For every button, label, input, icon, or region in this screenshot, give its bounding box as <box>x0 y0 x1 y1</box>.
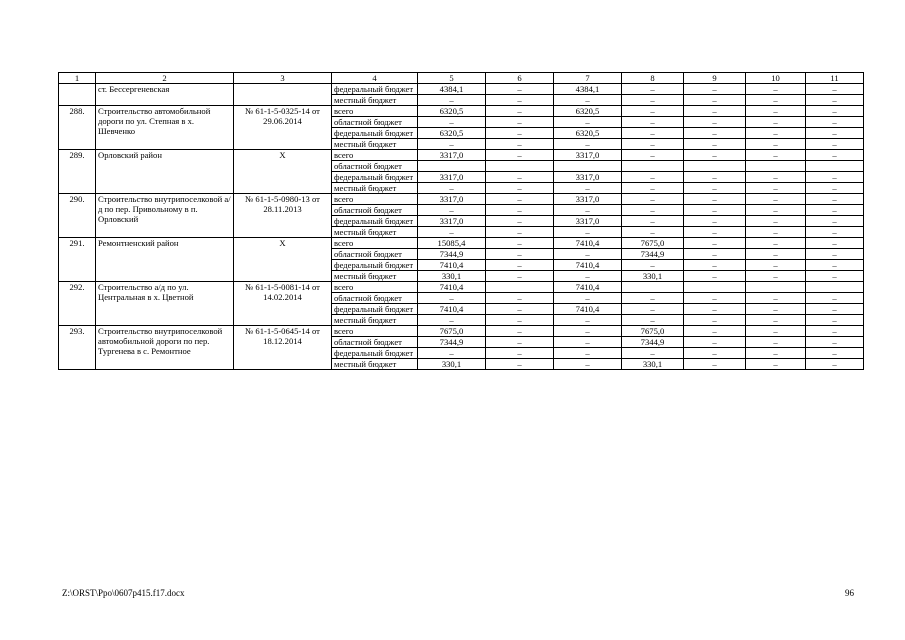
budget-value: – <box>684 150 746 161</box>
budget-type: всего <box>332 326 418 337</box>
entry-number: 290. <box>59 194 96 238</box>
budget-type: местный бюджет <box>332 315 418 326</box>
budget-value: – <box>684 172 746 183</box>
table-row <box>59 238 864 249</box>
budget-value: – <box>746 337 806 348</box>
table-row <box>59 106 864 117</box>
budget-value: – <box>806 95 864 106</box>
budget-value: 7410,4 <box>554 304 622 315</box>
budget-value: 7410,4 <box>418 282 486 293</box>
budget-value: – <box>622 95 684 106</box>
budget-value: 330,1 <box>418 359 486 370</box>
budget-value: – <box>806 227 864 238</box>
budget-value: – <box>806 315 864 326</box>
budget-type: федеральный бюджет <box>332 304 418 315</box>
budget-value: – <box>806 293 864 304</box>
budget-value: – <box>486 260 554 271</box>
budget-value: – <box>418 293 486 304</box>
budget-type: местный бюджет <box>332 227 418 238</box>
document-ref: № 61-1-5-0081-14 от 14.02.2014 <box>234 282 332 326</box>
budget-value <box>746 282 806 293</box>
budget-value: – <box>684 326 746 337</box>
budget-value <box>418 161 486 172</box>
budget-value <box>622 161 684 172</box>
document-ref: № 61-1-5-0325-14 от 29.06.2014 <box>234 106 332 150</box>
budget-value: – <box>486 95 554 106</box>
document-ref: № 61-1-5-0645-14 от 18.12.2014 <box>234 326 332 370</box>
budget-value: – <box>486 293 554 304</box>
column-header: 1 <box>59 73 96 84</box>
budget-value: – <box>622 150 684 161</box>
budget-type: местный бюджет <box>332 271 418 282</box>
budget-value: 7410,4 <box>554 260 622 271</box>
column-header: 7 <box>554 73 622 84</box>
budget-value: – <box>746 216 806 227</box>
budget-type: областной бюджет <box>332 249 418 260</box>
table-row <box>59 326 864 337</box>
budget-value: – <box>554 271 622 282</box>
budget-value: – <box>806 139 864 150</box>
budget-value <box>684 282 746 293</box>
column-header: 4 <box>332 73 418 84</box>
column-header: 5 <box>418 73 486 84</box>
budget-value: – <box>486 227 554 238</box>
budget-value: – <box>806 117 864 128</box>
budget-value: – <box>684 293 746 304</box>
budget-value: – <box>486 194 554 205</box>
budget-value: – <box>746 172 806 183</box>
budget-value: – <box>746 95 806 106</box>
budget-value: – <box>418 117 486 128</box>
budget-value: – <box>486 304 554 315</box>
budget-value: – <box>806 359 864 370</box>
budget-value: 7344,9 <box>418 337 486 348</box>
budget-type: областной бюджет <box>332 117 418 128</box>
object-name: Строительство внутрипоселковой а/д по пер. Привольному в п. Орловский <box>96 194 234 238</box>
budget-value: – <box>746 194 806 205</box>
entry-number: 291. <box>59 238 96 282</box>
budget-value: 3317,0 <box>554 150 622 161</box>
budget-value: – <box>486 359 554 370</box>
budget-value: 3317,0 <box>418 172 486 183</box>
budget-value: – <box>554 95 622 106</box>
budget-value: – <box>806 205 864 216</box>
budget-type: областной бюджет <box>332 293 418 304</box>
budget-value: – <box>418 183 486 194</box>
budget-value: – <box>806 260 864 271</box>
column-header: 8 <box>622 73 684 84</box>
budget-value: – <box>486 117 554 128</box>
budget-value: – <box>684 128 746 139</box>
budget-type: всего <box>332 150 418 161</box>
object-name: Строительство внутрипоселковой автомобильной дороги по пер. Тургенева в с. Ремонтное <box>96 326 234 370</box>
budget-value: – <box>746 117 806 128</box>
budget-value: – <box>486 271 554 282</box>
budget-value: – <box>746 304 806 315</box>
budget-value: – <box>554 249 622 260</box>
budget-value: – <box>622 260 684 271</box>
budget-type: местный бюджет <box>332 359 418 370</box>
table-row <box>59 194 864 205</box>
object-name: Ремонтненский район <box>96 238 234 282</box>
budget-value: – <box>806 150 864 161</box>
budget-value: 7410,4 <box>554 282 622 293</box>
budget-value: 3317,0 <box>554 194 622 205</box>
budget-value: – <box>554 293 622 304</box>
budget-value: – <box>622 216 684 227</box>
budget-type: федеральный бюджет <box>332 260 418 271</box>
budget-value <box>806 161 864 172</box>
budget-value: 7344,9 <box>622 337 684 348</box>
budget-value: – <box>622 183 684 194</box>
budget-value: – <box>486 315 554 326</box>
budget-value: – <box>622 348 684 359</box>
budget-value: 6320,5 <box>418 106 486 117</box>
budget-value: – <box>806 304 864 315</box>
budget-value: – <box>806 249 864 260</box>
budget-value: – <box>684 194 746 205</box>
budget-value: – <box>486 128 554 139</box>
budget-value: – <box>622 304 684 315</box>
budget-value: – <box>554 183 622 194</box>
budget-value: – <box>622 227 684 238</box>
budget-value: 7410,4 <box>418 304 486 315</box>
budget-value: – <box>684 216 746 227</box>
entry-number: 288. <box>59 106 96 150</box>
budget-value: – <box>554 326 622 337</box>
object-name: ст. Бессергеневская <box>96 84 234 106</box>
column-header: 3 <box>234 73 332 84</box>
entry-number <box>59 84 96 106</box>
budget-value <box>486 161 554 172</box>
column-header: 11 <box>806 73 864 84</box>
budget-value: – <box>486 183 554 194</box>
budget-value: 330,1 <box>622 271 684 282</box>
budget-value <box>622 282 684 293</box>
budget-value: – <box>746 359 806 370</box>
budget-value: 4384,1 <box>554 84 622 95</box>
budget-value: 7675,0 <box>622 326 684 337</box>
budget-value: – <box>418 315 486 326</box>
object-name: Строительство а/д по ул. Центральная в х. Цветной <box>96 282 234 326</box>
budget-value: 3317,0 <box>554 216 622 227</box>
budget-value: – <box>486 139 554 150</box>
budget-value: – <box>746 315 806 326</box>
budget-value: – <box>486 205 554 216</box>
budget-value: – <box>554 348 622 359</box>
budget-type: федеральный бюджет <box>332 216 418 227</box>
budget-type: местный бюджет <box>332 183 418 194</box>
budget-value: – <box>684 304 746 315</box>
budget-value: – <box>622 172 684 183</box>
budget-value: – <box>418 227 486 238</box>
budget-value: – <box>806 216 864 227</box>
budget-value: – <box>486 216 554 227</box>
column-header: 10 <box>746 73 806 84</box>
budget-value: – <box>684 139 746 150</box>
object-name: Строительство автомобильной дороги по ул. Степная в х. Шевченко <box>96 106 234 150</box>
budget-value: – <box>684 205 746 216</box>
budget-value: – <box>684 84 746 95</box>
budget-value: – <box>746 249 806 260</box>
budget-value: – <box>622 205 684 216</box>
table-row <box>59 282 864 293</box>
document-ref: Х <box>234 238 332 282</box>
budget-value: – <box>746 106 806 117</box>
budget-value: 6320,5 <box>418 128 486 139</box>
budget-value: – <box>806 106 864 117</box>
budget-value: – <box>622 293 684 304</box>
budget-value: – <box>746 150 806 161</box>
budget-value: – <box>418 348 486 359</box>
budget-value: 330,1 <box>622 359 684 370</box>
budget-value: 7410,4 <box>554 238 622 249</box>
budget-value: 330,1 <box>418 271 486 282</box>
budget-value: – <box>806 84 864 95</box>
budget-value: – <box>806 348 864 359</box>
budget-type: всего <box>332 238 418 249</box>
budget-value: – <box>684 271 746 282</box>
document-ref: Х <box>234 150 332 194</box>
budget-value <box>554 161 622 172</box>
budget-value: 7344,9 <box>622 249 684 260</box>
budget-type: всего <box>332 282 418 293</box>
budget-value: – <box>806 238 864 249</box>
budget-value: – <box>418 95 486 106</box>
budget-value: – <box>486 348 554 359</box>
budget-value: – <box>684 183 746 194</box>
budget-value: – <box>486 238 554 249</box>
budget-value <box>806 282 864 293</box>
budget-value: – <box>622 128 684 139</box>
budget-value <box>486 282 554 293</box>
budget-value: – <box>554 359 622 370</box>
budget-type: федеральный бюджет <box>332 348 418 359</box>
entry-number: 292. <box>59 282 96 326</box>
budget-value: – <box>622 106 684 117</box>
budget-value: – <box>486 326 554 337</box>
header-row <box>59 73 864 84</box>
document-ref: № 61-1-5-0980-13 от 28.11.2013 <box>234 194 332 238</box>
budget-value: – <box>622 194 684 205</box>
budget-value: – <box>418 205 486 216</box>
budget-value: 7675,0 <box>622 238 684 249</box>
budget-type: местный бюджет <box>332 139 418 150</box>
column-header: 2 <box>96 73 234 84</box>
table-row <box>59 150 864 161</box>
budget-value: 15085,4 <box>418 238 486 249</box>
budget-value: – <box>554 315 622 326</box>
object-name: Орловский район <box>96 150 234 194</box>
budget-value: – <box>684 260 746 271</box>
footer-file-path: Z:\ORST\Ppo\0607p415.f17.docx <box>62 588 185 598</box>
budget-value: 7410,4 <box>418 260 486 271</box>
budget-value: – <box>746 260 806 271</box>
entry-number: 289. <box>59 150 96 194</box>
budget-value: – <box>486 150 554 161</box>
budget-value: 4384,1 <box>418 84 486 95</box>
budget-value: 3317,0 <box>418 216 486 227</box>
budget-value: – <box>746 205 806 216</box>
budget-value: – <box>746 84 806 95</box>
budget-value: – <box>622 84 684 95</box>
budget-value <box>746 161 806 172</box>
budget-value: – <box>806 271 864 282</box>
budget-value: – <box>486 172 554 183</box>
budget-value: – <box>746 293 806 304</box>
budget-type: федеральный бюджет <box>332 84 418 95</box>
column-header: 6 <box>486 73 554 84</box>
budget-value: – <box>746 128 806 139</box>
budget-type: всего <box>332 106 418 117</box>
budget-value: – <box>806 337 864 348</box>
budget-value: – <box>746 326 806 337</box>
budget-value: – <box>622 315 684 326</box>
budget-value: – <box>746 183 806 194</box>
budget-value: 7344,9 <box>418 249 486 260</box>
budget-value: – <box>746 227 806 238</box>
budget-value: 6320,5 <box>554 106 622 117</box>
entry-number: 293. <box>59 326 96 370</box>
budget-type: областной бюджет <box>332 205 418 216</box>
budget-value: – <box>746 271 806 282</box>
budget-type: всего <box>332 194 418 205</box>
budget-value: – <box>806 128 864 139</box>
budget-value: – <box>486 337 554 348</box>
budget-value: 6320,5 <box>554 128 622 139</box>
budget-value: – <box>554 139 622 150</box>
budget-type: федеральный бюджет <box>332 128 418 139</box>
budget-value: – <box>684 359 746 370</box>
budget-type: областной бюджет <box>332 161 418 172</box>
budget-value: – <box>554 205 622 216</box>
budget-value: – <box>486 84 554 95</box>
budget-value: – <box>684 227 746 238</box>
budget-value: – <box>554 117 622 128</box>
budget-value: – <box>746 238 806 249</box>
budget-type: областной бюджет <box>332 337 418 348</box>
budget-value: – <box>806 172 864 183</box>
budget-value: – <box>746 348 806 359</box>
budget-value: – <box>684 337 746 348</box>
budget-value: – <box>806 194 864 205</box>
budget-value: – <box>486 249 554 260</box>
budget-value: – <box>622 117 684 128</box>
budget-value: – <box>554 227 622 238</box>
budget-value: – <box>806 326 864 337</box>
budget-table <box>58 72 864 370</box>
budget-value: – <box>554 337 622 348</box>
budget-value: – <box>684 106 746 117</box>
budget-value: – <box>806 183 864 194</box>
budget-value: – <box>684 117 746 128</box>
budget-value: – <box>622 139 684 150</box>
budget-value: – <box>684 249 746 260</box>
budget-type: федеральный бюджет <box>332 172 418 183</box>
budget-value: – <box>684 315 746 326</box>
budget-type: местный бюджет <box>332 95 418 106</box>
budget-value: – <box>486 106 554 117</box>
column-header: 9 <box>684 73 746 84</box>
budget-value: – <box>684 238 746 249</box>
budget-value: – <box>684 95 746 106</box>
budget-value: 3317,0 <box>418 194 486 205</box>
budget-value: – <box>418 139 486 150</box>
budget-value: 3317,0 <box>418 150 486 161</box>
budget-value: – <box>684 348 746 359</box>
budget-value <box>684 161 746 172</box>
document-ref <box>234 84 332 106</box>
budget-value: 7675,0 <box>418 326 486 337</box>
budget-value: – <box>746 139 806 150</box>
table-row <box>59 84 864 95</box>
footer-page-number: 96 <box>845 588 854 598</box>
budget-value: 3317,0 <box>554 172 622 183</box>
